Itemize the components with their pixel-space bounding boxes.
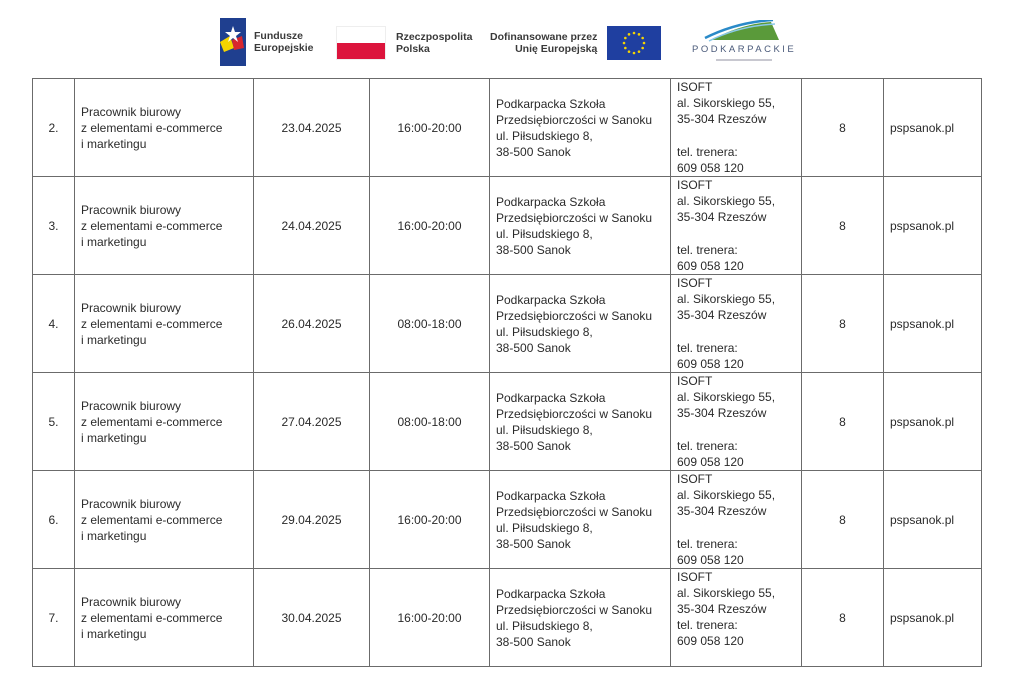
trainer-phone bbox=[677, 340, 795, 372]
venue-line: Podkarpacka Szkoła bbox=[496, 488, 606, 503]
training-hours: 16:00-20:00 bbox=[370, 471, 490, 569]
eu-star-icon bbox=[624, 37, 627, 40]
venue-line: 38-500 Sanok bbox=[496, 242, 571, 257]
course-line: z elementami e-commerce bbox=[81, 120, 223, 135]
training-date: 29.04.2025 bbox=[254, 471, 370, 569]
trainer-line: al. Sikorskiego 55, bbox=[677, 292, 776, 306]
eu-star-icon bbox=[642, 37, 645, 40]
training-hours: 16:00-20:00 bbox=[370, 177, 490, 275]
venue-line: ul. Piłsudskiego 8, bbox=[496, 422, 593, 437]
eu-flag-icon bbox=[607, 26, 661, 60]
podkarpackie-logo bbox=[692, 20, 796, 61]
website: pspsanok.pl bbox=[884, 569, 982, 667]
training-date: 24.04.2025 bbox=[254, 177, 370, 275]
training-date: 26.04.2025 bbox=[254, 275, 370, 373]
eu-star-icon bbox=[633, 52, 636, 55]
course-line: z elementami e-commerce bbox=[81, 512, 223, 527]
trainer-line: 35-304 Rzeszów bbox=[677, 210, 767, 224]
venue-address bbox=[490, 569, 671, 667]
course-line: Pracownik biurowy bbox=[81, 398, 182, 413]
training-date: 30.04.2025 bbox=[254, 569, 370, 667]
rzeczpospolita-polska-logo bbox=[336, 26, 472, 60]
website: pspsanok.pl bbox=[884, 79, 982, 177]
trainer-info bbox=[671, 177, 802, 275]
trainer-block bbox=[677, 177, 795, 274]
logo-label: Polska bbox=[396, 43, 430, 55]
eu-star-icon bbox=[633, 32, 636, 35]
course-line: z elementami e-commerce bbox=[81, 218, 223, 233]
row-number: 6. bbox=[33, 471, 75, 569]
course-line: z elementami e-commerce bbox=[81, 414, 223, 429]
row-number: 7. bbox=[33, 569, 75, 667]
fundusze-europejskie-icon bbox=[220, 18, 246, 66]
trainer-line: tel. trenera: bbox=[677, 145, 738, 159]
trainer-line: 35-304 Rzeszów bbox=[677, 504, 767, 518]
trainer-line: 35-304 Rzeszów bbox=[677, 602, 767, 616]
training-hours: 16:00-20:00 bbox=[370, 569, 490, 667]
table-row bbox=[33, 177, 982, 275]
trainer-info bbox=[671, 79, 802, 177]
course-name bbox=[75, 79, 254, 177]
trainer-block bbox=[677, 373, 795, 470]
dofinansowane-ue-logo bbox=[490, 26, 661, 60]
trainer-info bbox=[671, 569, 802, 667]
trainer-phone bbox=[677, 536, 795, 568]
course-name bbox=[75, 569, 254, 667]
table-row bbox=[33, 569, 982, 667]
trainer-block bbox=[677, 569, 795, 666]
trainer-line: ISOFT bbox=[677, 472, 713, 486]
venue-line: 38-500 Sanok bbox=[496, 634, 571, 649]
logo-label: Europejskie bbox=[254, 42, 314, 54]
course-line: i marketingu bbox=[81, 626, 147, 641]
course-name bbox=[75, 373, 254, 471]
course-line: Pracownik biurowy bbox=[81, 202, 182, 217]
venue-address bbox=[490, 471, 671, 569]
trainer-line: tel. trenera: bbox=[677, 537, 738, 551]
course-line: i marketingu bbox=[81, 430, 147, 445]
training-hours: 08:00-18:00 bbox=[370, 275, 490, 373]
eu-star-icon bbox=[624, 47, 627, 50]
eu-star-icon bbox=[628, 50, 631, 53]
logo-tagline bbox=[716, 59, 772, 61]
logo-label: Rzeczpospolita bbox=[396, 31, 473, 43]
trainer-company bbox=[677, 471, 795, 519]
participant-count: 8 bbox=[802, 471, 884, 569]
website: pspsanok.pl bbox=[884, 177, 982, 275]
row-number: 4. bbox=[33, 275, 75, 373]
course-name bbox=[75, 471, 254, 569]
trainer-info bbox=[671, 275, 802, 373]
participant-count: 8 bbox=[802, 79, 884, 177]
trainer-line: 609 058 120 bbox=[677, 259, 744, 273]
trainer-line: tel. trenera: bbox=[677, 618, 738, 632]
trainer-line: ISOFT bbox=[677, 570, 713, 584]
eu-star-icon bbox=[628, 33, 631, 36]
trainer-block bbox=[677, 275, 795, 372]
venue-line: 38-500 Sanok bbox=[496, 438, 571, 453]
trainer-line: al. Sikorskiego 55, bbox=[677, 390, 776, 404]
venue-line: Podkarpacka Szkoła bbox=[496, 390, 606, 405]
course-line: i marketingu bbox=[81, 528, 147, 543]
venue-line: Przedsiębiorczości w Sanoku bbox=[496, 406, 653, 421]
course-line: z elementami e-commerce bbox=[81, 316, 223, 331]
venue-line: 38-500 Sanok bbox=[496, 536, 571, 551]
logo-header bbox=[0, 14, 1024, 70]
trainer-line: 35-304 Rzeszów bbox=[677, 406, 767, 420]
trainer-phone bbox=[677, 617, 795, 649]
trainer-line: 609 058 120 bbox=[677, 161, 744, 175]
logo-label: Dofinansowane przez bbox=[490, 31, 598, 43]
course-line: Pracownik biurowy bbox=[81, 496, 182, 511]
course-line: i marketingu bbox=[81, 136, 147, 151]
trainer-line: 35-304 Rzeszów bbox=[677, 308, 767, 322]
trainer-line: 609 058 120 bbox=[677, 634, 744, 648]
participant-count: 8 bbox=[802, 569, 884, 667]
training-hours: 08:00-18:00 bbox=[370, 373, 490, 471]
eu-star-icon bbox=[642, 47, 645, 50]
trainer-info bbox=[671, 373, 802, 471]
trainer-line: al. Sikorskiego 55, bbox=[677, 194, 776, 208]
eu-star-icon bbox=[638, 50, 641, 53]
course-line: z elementami e-commerce bbox=[81, 610, 223, 625]
trainer-phone bbox=[677, 242, 795, 274]
course-line: Pracownik biurowy bbox=[81, 300, 182, 315]
venue-line: Podkarpacka Szkoła bbox=[496, 194, 606, 209]
logo-label: Unię Europejską bbox=[515, 43, 598, 55]
trainer-line: ISOFT bbox=[677, 178, 713, 192]
row-number: 3. bbox=[33, 177, 75, 275]
eu-star-icon bbox=[643, 42, 646, 45]
venue-line: ul. Piłsudskiego 8, bbox=[496, 618, 593, 633]
row-number: 2. bbox=[33, 79, 75, 177]
logo-label: PODKARPACKIE bbox=[692, 44, 797, 55]
venue-line: ul. Piłsudskiego 8, bbox=[496, 520, 593, 535]
logo-label: Fundusze bbox=[254, 30, 303, 42]
fundusze-europejskie-logo bbox=[220, 18, 314, 66]
trainer-info bbox=[671, 471, 802, 569]
course-line: Pracownik biurowy bbox=[81, 594, 182, 609]
trainer-line: ISOFT bbox=[677, 276, 713, 290]
training-date: 23.04.2025 bbox=[254, 79, 370, 177]
participant-count: 8 bbox=[802, 373, 884, 471]
trainer-block bbox=[677, 471, 795, 568]
website: pspsanok.pl bbox=[884, 373, 982, 471]
table-row bbox=[33, 373, 982, 471]
trainer-line: tel. trenera: bbox=[677, 243, 738, 257]
venue-address bbox=[490, 79, 671, 177]
website: pspsanok.pl bbox=[884, 471, 982, 569]
venue-address bbox=[490, 275, 671, 373]
trainer-line: ISOFT bbox=[677, 80, 713, 94]
venue-line: Podkarpacka Szkoła bbox=[496, 292, 606, 307]
trainer-company bbox=[677, 79, 795, 127]
trainer-line: al. Sikorskiego 55, bbox=[677, 488, 776, 502]
row-number: 5. bbox=[33, 373, 75, 471]
course-line: i marketingu bbox=[81, 332, 147, 347]
table-row bbox=[33, 275, 982, 373]
trainer-line: 609 058 120 bbox=[677, 357, 744, 371]
trainer-phone bbox=[677, 438, 795, 470]
trainer-line: 35-304 Rzeszów bbox=[677, 112, 767, 126]
training-hours: 16:00-20:00 bbox=[370, 79, 490, 177]
trainer-company bbox=[677, 373, 795, 421]
trainer-line: tel. trenera: bbox=[677, 341, 738, 355]
venue-line: Przedsiębiorczości w Sanoku bbox=[496, 308, 653, 323]
trainer-line: al. Sikorskiego 55, bbox=[677, 586, 776, 600]
venue-address bbox=[490, 373, 671, 471]
trainer-company bbox=[677, 569, 795, 617]
venue-line: 38-500 Sanok bbox=[496, 340, 571, 355]
venue-address bbox=[490, 177, 671, 275]
eu-star-icon bbox=[623, 42, 626, 45]
trainer-line: tel. trenera: bbox=[677, 439, 738, 453]
table-row bbox=[33, 471, 982, 569]
website: pspsanok.pl bbox=[884, 275, 982, 373]
course-line: Pracownik biurowy bbox=[81, 104, 182, 119]
trainer-company bbox=[677, 177, 795, 225]
venue-line: ul. Piłsudskiego 8, bbox=[496, 128, 593, 143]
schedule-table bbox=[32, 78, 982, 667]
training-date: 27.04.2025 bbox=[254, 373, 370, 471]
podkarpackie-icon bbox=[701, 20, 787, 42]
venue-line: Przedsiębiorczości w Sanoku bbox=[496, 504, 653, 519]
venue-line: Podkarpacka Szkoła bbox=[496, 586, 606, 601]
venue-line: Podkarpacka Szkoła bbox=[496, 96, 606, 111]
venue-line: Przedsiębiorczości w Sanoku bbox=[496, 210, 653, 225]
course-line: i marketingu bbox=[81, 234, 147, 249]
trainer-line: 609 058 120 bbox=[677, 455, 744, 469]
trainer-block bbox=[677, 79, 795, 176]
participant-count: 8 bbox=[802, 177, 884, 275]
venue-line: 38-500 Sanok bbox=[496, 144, 571, 159]
eu-star-icon bbox=[638, 33, 641, 36]
trainer-phone bbox=[677, 144, 795, 176]
venue-line: Przedsiębiorczości w Sanoku bbox=[496, 112, 653, 127]
table-row bbox=[33, 79, 982, 177]
participant-count: 8 bbox=[802, 275, 884, 373]
venue-line: Przedsiębiorczości w Sanoku bbox=[496, 602, 653, 617]
course-name bbox=[75, 177, 254, 275]
trainer-line: 609 058 120 bbox=[677, 553, 744, 567]
course-name bbox=[75, 275, 254, 373]
trainer-company bbox=[677, 275, 795, 323]
trainer-line: ISOFT bbox=[677, 374, 713, 388]
venue-line: ul. Piłsudskiego 8, bbox=[496, 226, 593, 241]
venue-line: ul. Piłsudskiego 8, bbox=[496, 324, 593, 339]
polish-flag-icon bbox=[336, 26, 386, 60]
trainer-line: al. Sikorskiego 55, bbox=[677, 96, 776, 110]
